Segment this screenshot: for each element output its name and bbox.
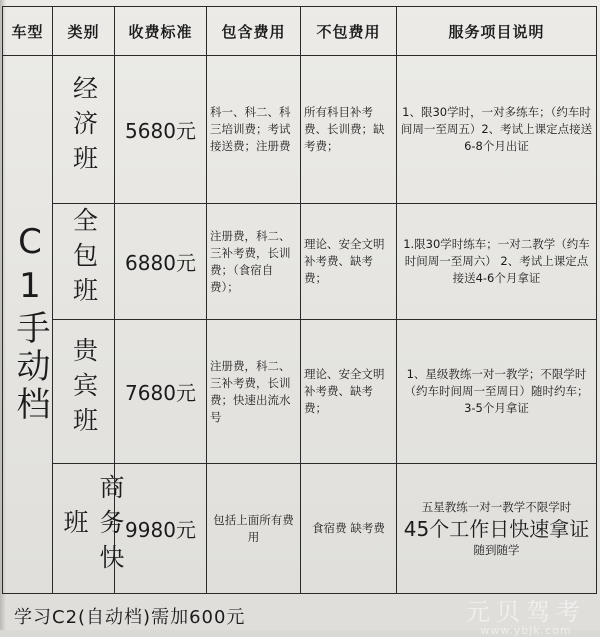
watermark-url: www.ybjk.com	[480, 624, 572, 637]
table-header-row	[3, 7, 597, 56]
footer-note: 学习C2(自动档)需加600元	[14, 607, 246, 628]
header-price: 收费标准	[115, 7, 207, 56]
service-cell: 1、限30学时，一对多练车；（约车时间周一至周五）2、考试上课定点接送6-8个月出证	[397, 56, 597, 204]
header-car-type: 车型	[3, 7, 53, 56]
service-cell: 1.限30学时练车；一对二教学（约车时间周一至周六） 2、考试上课定点接送4-6个月拿证	[397, 204, 597, 320]
excluded-cell: 所有科目补考费、长训费；缺考费；	[301, 56, 397, 204]
category-label: 贵宾班	[69, 337, 99, 442]
category-cell	[53, 204, 115, 320]
price-cell: 9980元	[115, 464, 207, 594]
price-cell: 6880元	[115, 204, 207, 320]
header-service: 服务项目说明	[397, 7, 597, 56]
included-cell: 包括上面所有费用	[207, 464, 301, 594]
header-excluded: 不包费用	[301, 7, 397, 56]
service-text: 五星教练一对一教学不限学时	[421, 499, 572, 514]
category-label: 全包班	[69, 207, 99, 312]
category-cell	[53, 56, 115, 204]
category-label: 经济班	[69, 75, 99, 180]
table-row	[3, 464, 597, 594]
table-row	[3, 56, 597, 204]
category-cell	[53, 320, 115, 464]
pricing-table	[2, 6, 597, 594]
price-cell: 5680元	[115, 56, 207, 204]
excluded-cell: 理论、安全文明补考费、缺考费；	[301, 204, 397, 320]
included-cell: 注册费，科二、三补考费，长训费；快速出流水号	[207, 320, 301, 464]
header-included: 包含费用	[207, 7, 301, 56]
service-tail: 随到随学	[473, 542, 520, 557]
excluded-cell: 理论、安全文明补考费、缺考费；	[301, 320, 397, 464]
included-cell: 注册费，科二、三补考费，长训费；（食宿自费）；	[207, 204, 301, 320]
table-row	[3, 204, 597, 320]
table-row	[3, 320, 597, 464]
watermark	[466, 592, 586, 637]
included-cell: 科一、科二、科三培训费；考试接送费；注册费	[207, 56, 301, 204]
header-category: 类别	[53, 7, 115, 56]
service-cell	[397, 464, 597, 594]
car-type-cell	[3, 56, 53, 594]
excluded-cell: 食宿费 缺考费	[301, 464, 397, 594]
car-type-label: C1手动档	[10, 221, 50, 424]
price-cell: 7680元	[115, 320, 207, 464]
category-cell	[53, 464, 125, 594]
watermark-logo-text: 元贝驾考	[466, 598, 586, 626]
service-highlight: 45个工作日快速拿证	[403, 516, 590, 541]
category-label: 商务快班	[60, 474, 125, 579]
service-cell: 1、星级教练一对一教学；不限学时（约车时间周一至周日）随时约车；3-5个月拿证	[397, 320, 597, 464]
